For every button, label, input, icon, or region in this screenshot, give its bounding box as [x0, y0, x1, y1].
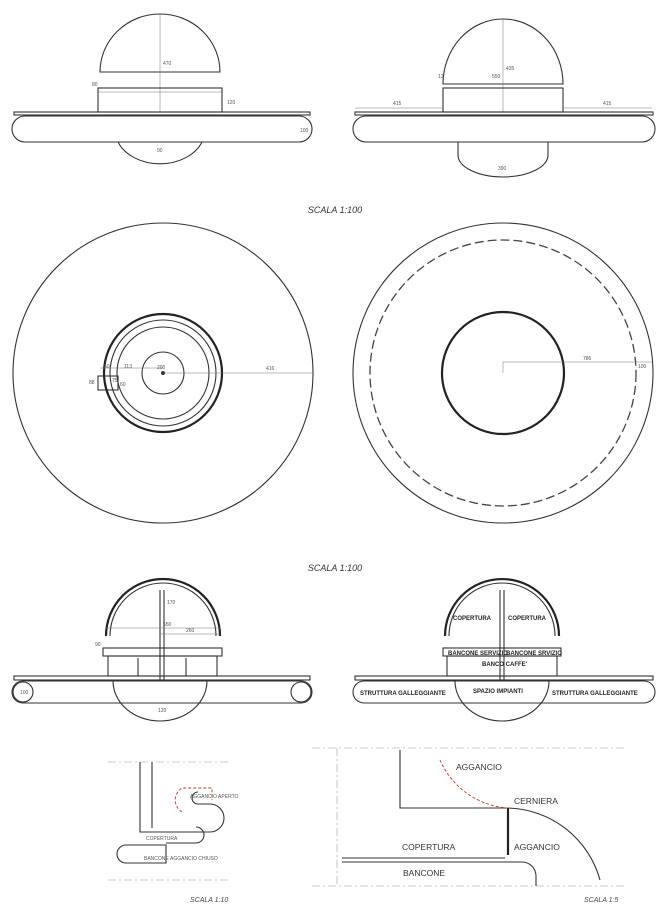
dim-label: 786: [583, 356, 592, 362]
dim-label: 80: [92, 82, 98, 88]
aggancio-aperto-label: AGGANCIO APERTO: [190, 794, 239, 800]
dim-label: 435: [506, 66, 515, 72]
dim-label: 470: [163, 61, 172, 67]
dim-label: 260: [186, 628, 195, 634]
bancone-servizio-label: BANCONE SRVIZIO: [506, 651, 562, 657]
float-ring: [353, 116, 655, 142]
dome-section: [445, 579, 559, 636]
dim-label: 415: [393, 101, 402, 107]
detail-left: [108, 762, 239, 904]
section-left: [12, 579, 312, 721]
dim-label: 88: [89, 380, 95, 386]
dim-label: 170: [167, 600, 176, 606]
dome-inner: [449, 583, 555, 636]
dim-label: 100: [300, 128, 309, 134]
aggancio-label: AGGANCIO: [514, 842, 560, 852]
aggancio-chiuso-label: AGGANCIO CHIUSO: [170, 856, 218, 862]
dim-label: 120: [158, 708, 167, 714]
copertura-profile: [400, 750, 508, 808]
copertura-label: COPERTURA: [402, 842, 456, 852]
dim-label: 90: [157, 148, 163, 154]
dim-label: 113: [124, 364, 132, 370]
dim-label: 415: [603, 101, 612, 107]
dim-label: 390: [498, 166, 507, 172]
dim-label: 60: [120, 382, 126, 388]
hull-bottom: [113, 681, 207, 721]
counter-body: [108, 656, 217, 676]
dim-label: 90: [95, 642, 101, 648]
plan-left: [13, 223, 313, 523]
float-section: [291, 682, 311, 702]
bancone-label: BANCONE: [403, 868, 446, 878]
dim-label: 550: [492, 74, 501, 80]
aggancio-aperto-path: [175, 788, 212, 812]
deck-top: [14, 112, 310, 115]
copertura-label: COPERTURA: [453, 616, 492, 622]
float-ring: [12, 681, 312, 703]
copertura-label: COPERTURA: [508, 616, 547, 622]
scale-label-plan: SCALA 1:100: [307, 205, 363, 215]
cerniera-label: CERNIERA: [514, 796, 558, 806]
copertura-label: COPERTURA: [146, 836, 178, 842]
banco-caffe-label: BANCO CAFFE': [482, 662, 528, 668]
dim-label: 200: [157, 365, 166, 371]
plan-right: [353, 223, 653, 523]
section-right: [353, 579, 655, 721]
scale-label-section: SCALA 1:100: [307, 563, 363, 573]
struttura-galleggiante-label: STRUTTURA GALLEGGIANTE: [360, 691, 446, 697]
dim-label: 550: [163, 622, 172, 628]
scale-label-detail-right: SCALA 1:5: [584, 897, 619, 904]
deck-top: [14, 676, 310, 680]
float-ring: [12, 116, 312, 142]
dim-label: 100: [20, 690, 29, 696]
dim-label: 416: [266, 366, 275, 372]
bancone-label: BANCONE: [144, 856, 169, 862]
dim-label: 100: [638, 364, 647, 370]
hull-bottom: [455, 681, 549, 721]
bancone-servizio-label: BANCONE SERVIZIO: [448, 651, 508, 657]
dim-label: 75: [112, 378, 118, 384]
spazio-impianti-label: SPAZIO IMPIANTI: [473, 689, 523, 695]
counter-band: [103, 648, 222, 656]
elevation-right: [353, 18, 655, 177]
elevation-left: [12, 14, 312, 164]
dim-label: 50: [104, 364, 110, 370]
dim-label: 120: [227, 100, 236, 106]
aggancio-label: AGGANCIO: [456, 762, 502, 772]
dim-label: 12: [438, 74, 444, 80]
deck-top: [355, 112, 653, 115]
detail-right: [312, 748, 625, 904]
scale-label-detail-left: SCALA 1:10: [190, 897, 229, 904]
struttura-galleggiante-label: STRUTTURA GALLEGGIANTE: [552, 691, 638, 697]
